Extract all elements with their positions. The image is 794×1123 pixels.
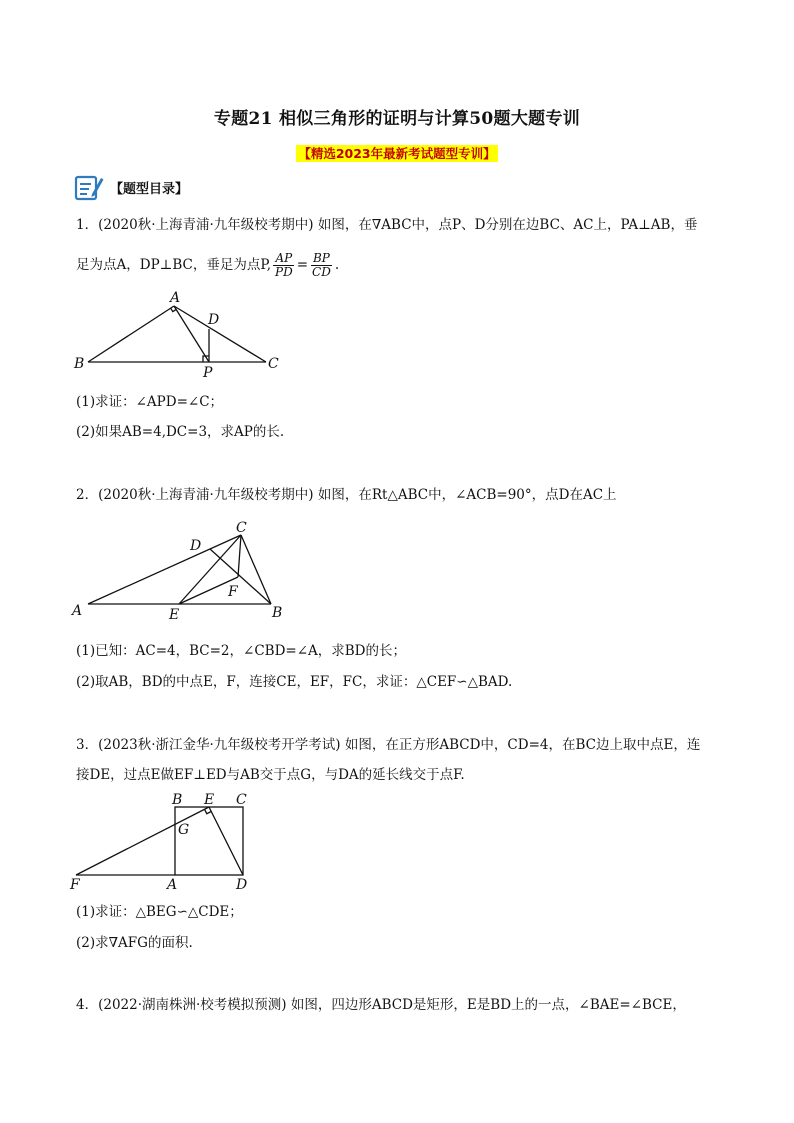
q2-line1: 2．(2020秋·上海青浦·九年级校考期中) 如图，在Rt△ABC中，∠ACB=90°，点D在AC上: [76, 487, 617, 503]
q2-diagram: [66, 515, 296, 625]
page-title: 专题21 相似三角形的证明与计算50题大题专训: [213, 109, 581, 129]
q1-fraction-bp-cd: [310, 252, 333, 279]
q2-label-A: A: [72, 603, 83, 619]
q3-label-E: E: [204, 792, 215, 808]
q1-diagram: [66, 285, 296, 385]
q1-frac1-den: PD: [275, 265, 293, 279]
q1-line1: 1．(2020秋·上海青浦·九年级校考期中) 如图，在∇ABC中，点P、D分别在边BC、AC上，PA⊥AB，垂: [76, 217, 698, 233]
subtitle-banner: [0, 143, 794, 162]
q1-label-D: D: [208, 312, 220, 328]
q2-label-C: C: [236, 520, 247, 536]
q2-label-D: D: [190, 538, 202, 554]
q2-part2: (2)取AB，BD的中点E，F，连接CE，EF，FC，求证：△CEF∽△BAD.: [76, 674, 513, 690]
q1-part1: (1)求证：∠APD=∠C；: [76, 394, 224, 410]
q3-label-B: B: [172, 792, 183, 808]
q2-label-F: F: [228, 584, 238, 600]
q1-frac2-den: CD: [312, 265, 331, 279]
q2-part1: (1)已知：AC=4，BC=2，∠CBD=∠A，求BD的长；: [76, 643, 407, 659]
q1-line2: [76, 252, 339, 279]
q1-label-A: A: [170, 290, 181, 306]
subtitle-text: 【精选2023年最新考试题型专训】: [298, 146, 496, 161]
q1-frac1-num: AP: [275, 251, 293, 265]
q3-label-C: C: [236, 792, 247, 808]
section-label: 【题型目录】: [110, 181, 189, 197]
q3-label-F: F: [70, 877, 80, 893]
q1-line2-end: .: [334, 257, 340, 273]
q1-equals: =: [296, 257, 309, 273]
q3-line2: 接DE，过点E做EF⊥ED与AB交于点G，与DA的延长线交于点F.: [76, 767, 465, 783]
q3-label-A: A: [167, 877, 178, 893]
section-header: [74, 172, 188, 202]
q1-part2: (2)如果AB=4,DC=3，求AP的长.: [76, 424, 285, 440]
notepad-pencil-icon: [74, 172, 104, 202]
q1-line2-text: 足为点A，DP⊥BC，垂足为点P,: [76, 257, 271, 273]
q1-label-P: P: [203, 365, 213, 381]
q2-label-B: B: [272, 605, 283, 621]
q3-label-G: G: [178, 822, 190, 838]
q3-part1: (1)求证：△BEG∽△CDE；: [76, 904, 243, 920]
q3-line1: 3．(2023秋·浙江金华·九年级校考开学考试) 如图，在正方形ABCD中，CD=4，在BC边上取中点E，连: [76, 737, 701, 753]
q1-label-B: B: [74, 356, 85, 372]
q3-label-D: D: [236, 877, 248, 893]
q1-frac2-num: BP: [312, 251, 330, 265]
q2-label-E: E: [169, 607, 180, 623]
q1-label-C: C: [268, 356, 279, 372]
q4-line1: 4．(2022·湖南株洲·校考模拟预测) 如图，四边形ABCD是矩形，E是BD上的一点，∠BAE=∠BCE，: [76, 997, 686, 1013]
q3-part2: (2)求∇AFG的面积.: [76, 935, 193, 951]
q3-diagram: [66, 790, 266, 894]
q1-fraction-ap-pd: [273, 252, 295, 279]
